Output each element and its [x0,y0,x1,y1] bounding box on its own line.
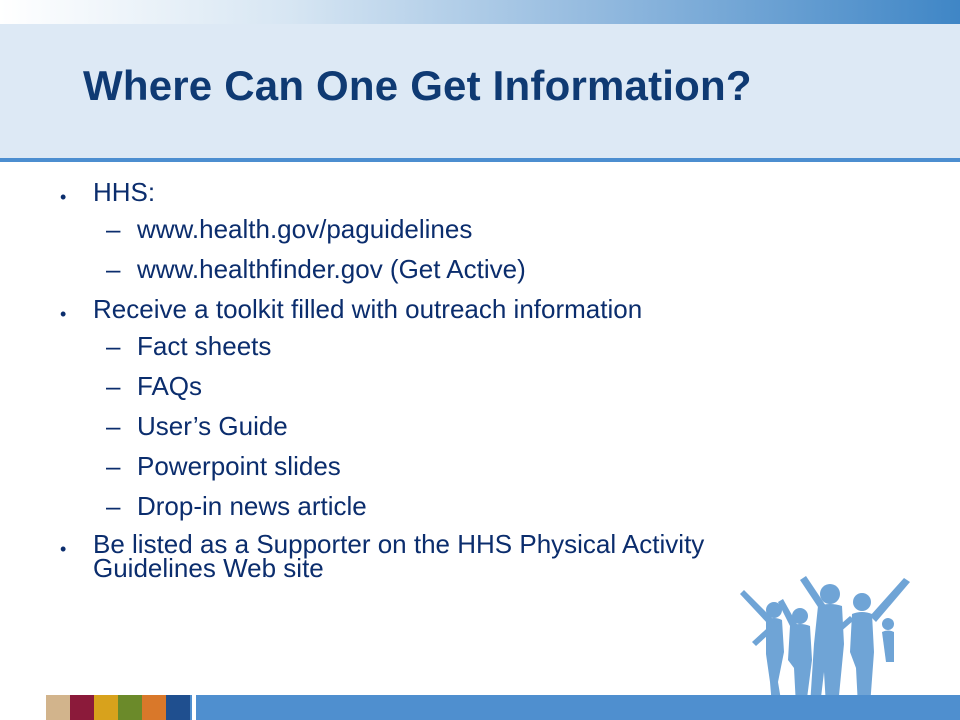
bullet-text: Receive a toolkit filled with outreach information [93,294,643,324]
sub-item [60,372,900,400]
bullet-text-line1: Be listed as a Supporter on the HHS Physical Activity [93,529,705,559]
link-health-gov: www.health.gov/paguidelines [137,214,473,244]
bullet-hhs [60,178,900,206]
color-swatch [118,695,142,720]
people-cheering-silhouette-icon [726,572,916,708]
sub-text: Fact sheets [137,331,272,361]
color-swatch [46,695,70,720]
sub-dash: – [106,254,121,284]
sub-item [60,332,900,360]
sub-dash: – [106,411,121,441]
sub-item [60,215,900,243]
sub-dash: – [106,451,121,481]
sub-item [60,255,900,283]
bottom-bar-separator [192,695,196,720]
sub-dash: – [106,491,121,521]
title-divider [0,158,960,162]
top-gradient-bar [0,0,960,24]
sub-item [60,492,900,520]
sub-text: Powerpoint slides [137,451,341,481]
color-swatch [94,695,118,720]
color-swatch [142,695,166,720]
color-swatch-strip [46,695,190,720]
bullet-dot: • [60,304,67,324]
sub-dash: – [106,331,121,361]
color-swatch [70,695,94,720]
sub-dash: – [106,214,121,244]
slide-title: Where Can One Get Information? [83,62,752,109]
sub-text: FAQs [137,371,203,401]
slide-body [60,178,900,589]
bullet-dot: • [60,539,67,559]
sub-text: User’s Guide [137,411,288,441]
sub-item [60,412,900,440]
sub-item [60,452,900,480]
color-swatch [166,695,190,720]
bullet-text-line2: Guidelines Web site [93,553,324,583]
bullet-dot: • [60,187,67,207]
sub-text: Drop-in news article [137,491,367,521]
sub-dash: – [106,371,121,401]
bullet-toolkit [60,295,900,323]
bullet-text: HHS: [93,177,156,207]
bottom-bar-white-lead [0,695,46,720]
link-healthfinder: www.healthfinder.gov (Get Active) [137,254,526,284]
